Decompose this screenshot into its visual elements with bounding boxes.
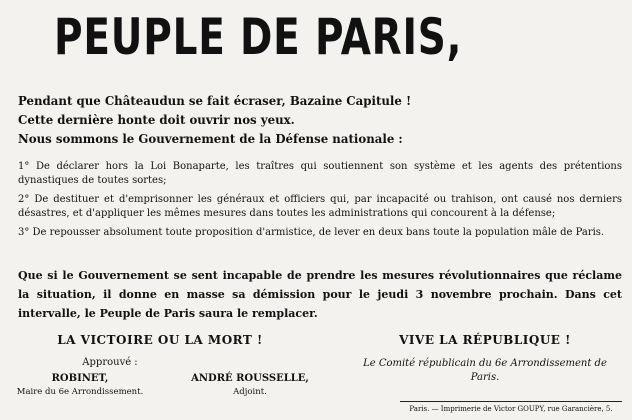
slogan: LA VICTOIRE OU LA MORT ! (57, 333, 263, 347)
demand-item: 1° De déclarer hors la Loi Bonaparte, les traîtres qui soutiennent son système et les agents des prétentions dynastiques de toutes sortes; (18, 161, 622, 186)
approved-label: Approuvé : (82, 357, 138, 368)
intro-line: Cette dernière honte doit ouvrir nos yeux. (18, 113, 295, 127)
committee-name: Le Comité républicain du 6e Arrondissement de Paris. (363, 358, 607, 383)
poster-title: PEUPLE DE PARIS, (54, 8, 463, 66)
intro-line: Nous sommons le Gouvernement de la Défense nationale : (18, 132, 403, 146)
printer-credit: Paris. — Imprimerie de Victor GOUPY, rue Garancière, 5. (409, 405, 613, 413)
signatory-role: Adjoint. (233, 387, 267, 397)
intro-block (18, 92, 411, 149)
signatory-name: ROBINET, (51, 373, 109, 384)
printer-divider (400, 401, 622, 402)
signature-block (10, 333, 310, 397)
conclusion-paragraph: Que si le Gouvernement se sent incapable de prendre les mesures révolutionnaires que réclame la situation, il donne en masse sa démission pour le jeudi 3 novembre prochain. Dans cet intervalle, le Peuple de Paris saura le remplacer. (18, 269, 622, 320)
committee-block (350, 333, 620, 385)
demand-item: 3° De repousser absolument toute proposition d'armistice, de lever en deux bans toute la population mâle de Paris. (18, 227, 605, 238)
intro-line: Pendant que Châteaudun se fait écraser, Bazaine Capitule ! (18, 94, 412, 108)
signatory (10, 373, 150, 397)
signatory (180, 373, 320, 397)
signatory-name: ANDRÉ ROUSSELLE, (191, 373, 309, 384)
signatory-role: Maire du 6e Arrondissement. (16, 387, 144, 397)
demands-list (18, 160, 622, 246)
demand-item: 2° De destituer et d'emprisonner les généraux et officiers qui, par incapacité ou trahison, ont causé nos derniers désastres, et d'appliquer les mêmes mesures dans toutes les administrations qui concourent à la défense; (18, 194, 622, 219)
vive-la-republique: VIVE LA RÉPUBLIQUE ! (399, 333, 571, 347)
